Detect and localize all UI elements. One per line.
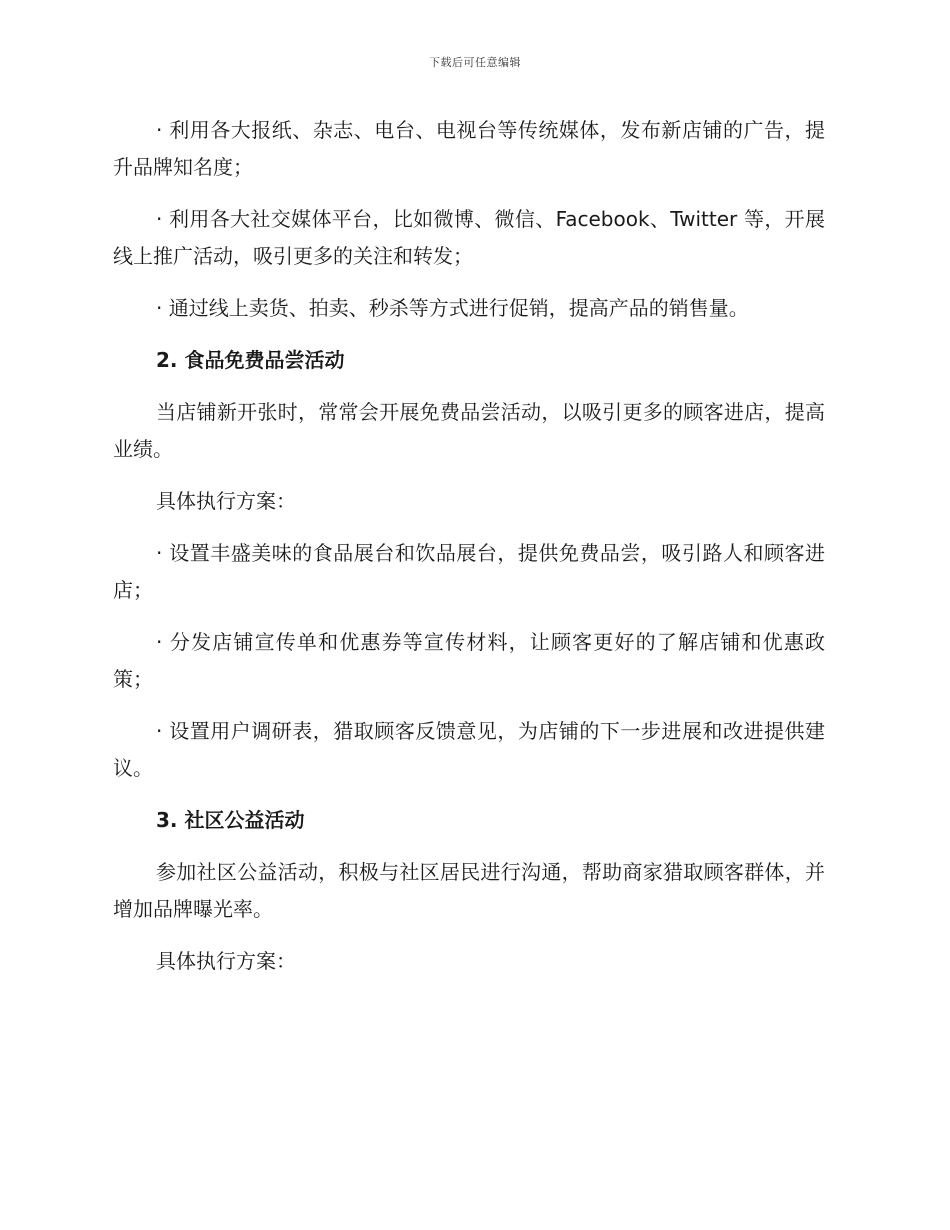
document-body <box>113 112 825 995</box>
page-header: 下载后可任意编辑 <box>429 56 521 69</box>
bullet-online-promotion: · 通过线上卖货、拍卖、秒杀等方式进行促销，提高产品的销售量。 <box>156 296 749 320</box>
bullet-flyers-coupons: · 分发店铺宣传单和优惠券等宣传材料，让顾客更好的了解店铺和优惠政策； <box>113 630 825 691</box>
execution-plan-label: 具体执行方案： <box>156 489 296 513</box>
bullet-survey: · 设置用户调研表，猎取顾客反馈意见，为店铺的下一步进展和改进提供建议。 <box>113 719 825 780</box>
bullet-tasting-booth: · 设置丰盛美味的食品展台和饮品展台，提供免费品尝，吸引路人和顾客进店； <box>113 541 825 602</box>
bullet-social-media: · 利用各大社交媒体平台，比如微博、微信、Facebook、Twitter 等，开展线上推广活动，吸引更多的关注和转发； <box>113 207 825 268</box>
execution-plan-label-2: 具体执行方案： <box>156 949 296 973</box>
bullet-traditional-media: · 利用各大报纸、杂志、电台、电视台等传统媒体，发布新店铺的广告，提升品牌知名度； <box>113 118 825 179</box>
section-heading-food-tasting: 2. 食品免费品尝活动 <box>156 348 345 372</box>
food-tasting-intro: 当店铺新开张时，常常会开展免费品尝活动，以吸引更多的顾客进店，提高业绩。 <box>113 400 825 461</box>
community-intro: 参加社区公益活动，积极与社区居民进行沟通，帮助商家猎取顾客群体，并增加品牌曝光率。 <box>113 860 825 921</box>
section-heading-community: 3. 社区公益活动 <box>156 808 305 832</box>
